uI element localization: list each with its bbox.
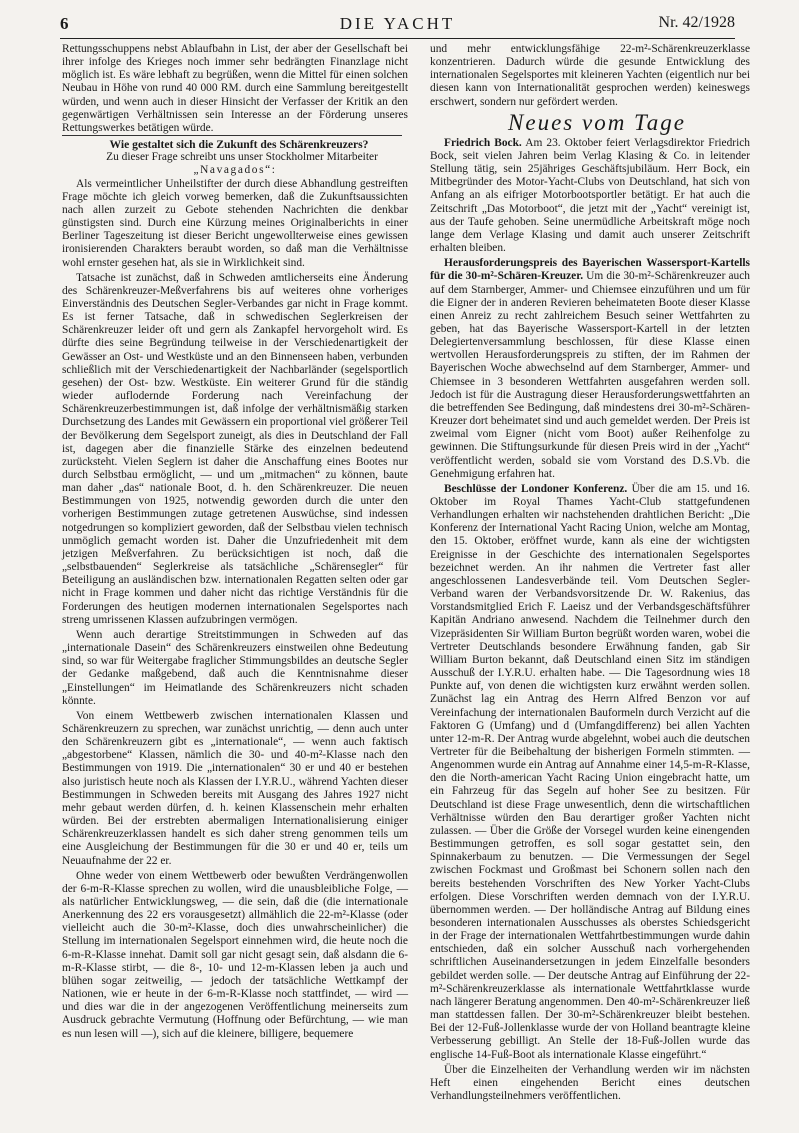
news-item [430, 137, 750, 255]
news-text: Um die 30-m²-Schärenkreuzer auch auf dem Starnberger, Ammer- und Chiemsee einzuführen und um für die Eigner der in anderen Revieren beheimateten Boote dieser Klasse einen Anreiz zu recht zahlreichem Besuch seiner Wettfahrten zu geben, hat das Bayerische Wassersport-Kartell in der letzten Delegiertenversammlung beschlossen, für diese Klasse einen wertvollen Herausforderungspreis zu stiften, der im Rahmen der Bayerischen Woche abwechselnd auf dem Starnberger, Ammer- und Chiemsee in 3 besonderen Wettfahrten ausgefahren werden soll. Jedoch ist für die Austragung dieser Herausforderungswettfahrten an die betreffenden See Bedingung, daß mindestens drei 30-m²-Schären-Kreuzer dort beheimatet sind und auch gemeldet werden. Der Preis ist zweimal vom Eigner (nicht vom Boot) außer Reihenfolge zu gewinnen. Die Stiftungsurkunde für diesen Preis wird in der „Yacht“ veröffentlicht werden, sobald sie vom Vorstand des D.S.Vb. die Genehmigung erfahren hat. [430, 270, 750, 480]
news-item [430, 257, 750, 481]
news-item [430, 483, 750, 1062]
news-lead: Herausforderungspreis des Bayerischen Wassersport-Kartells für die 30-m²-Schären-Kreuzer. [430, 257, 750, 283]
left-column [62, 43, 408, 1041]
right-column [430, 43, 750, 1103]
article-paragraph: Von einem Wettbewerb zwischen internationalen Klassen und Schärenkreuzern zu sprechen, war zunächst unrichtig, — denn auch unter den Schärenkreuzern gibt es „internationale“, — wenn auch faktisch „abgestorbene“ Klassen, nämlich die 30- und 40-m²-Klasse nach den Bestimmungen von 1919. Die „internationalen“ 30 er und 40 er bestehen also juristisch heute noch als Klassen der I.Y.R.U., während Yachten dieser Bestimmungen in Schweden bereits mit Ausgang des Jahres 1927 nicht mehr gebaut werden dürfen, d. h. keinen Klassenschein mehr erhalten würden. Bei der erstrebten abermaligen Internationalisierung einiger Schärenkreuzerklassen handelt es sich daher streng genommen teils um eine Ausgleichung der Bestimmungen für die 30 er und 40 er, teils um Neuaufnahme der 22 er. [62, 709, 408, 867]
news-text: Über die am 15. und 16. Oktober im Royal Thames Yacht-Club stattgefundenen Verhandlungen erhalten wir nachstehenden drahtlichen Bericht: „Die Konferenz der International Yacht Racing Union, welche am Montag, den 15. Oktober, eröffnet wurde, kann als eine der wichtigsten Ereignisse in der Geschichte des internationalen Segelsportes bezeichnet werden. An ihr nahmen die Vertreter fast aller angeschlossenen Landesverbände teil. Vom Deutschen Segler-Verband waren der Verbandsvorsitzende Dr. W. Rakenius, das Vorstandsmitglied Erich F. Laeisz und der Verbandsgeschäftsführer Kapitän Andriano anwesend. Nachdem die Teilnehmer durch den Vizepräsidenten Sir William Burton begrüßt worden waren, wobei die Vertreter Deutschlands besondere Erwähnung fanden, gab Sir William Burton bekannt, daß Deutschland einen Sitz im ständigen Ausschuß der I.Y.R.U. erhalten habe. — Die Tagesordnung wies 18 Punkte auf, von denen die wichtigsten kurz erwähnt werden sollen. Zunächst lag ein Antrag des Herrn Alfred Benzon vor auf Vereinfachung der internationalen Bauformeln durch Verzicht auf die Faktoren G (Umfang) und d (Umfangdifferenz) bei allen Yachten unter 12-m-R. Der Antrag wurde abgelehnt, wobei auch die deutschen Vertreter für die Beibehaltung der bisherigen Formeln stimmten. — Angenommen wurde ein Antrag auf Annahme einer 14,5-m-R-Klasse, den die North-american Yacht Racing Union eingebracht hatte, um ein Fahrzeug für das Segeln auf hoher See zu besitzen. Für Deutschland ist diese Frage unwesentlich, denn die wirtschaftlichen Verhältnisse würden den Bau derartiger großer Yachten nicht zulassen. — Über die Größe der Vorsegel wurden keine einengenden Bestimmungen getroffen, es soll sogar gestattet sein, den Spinnakerbaum zu benutzen. — Die Vermessungen der Segel zwischen Fockmast und Großmast bei Schonern sollen nach den bereits bestehenden Vorschriften des New Yorker Yacht-Clubs erfolgen. Diese Vorschriften werden demnach von der I.Y.R.U. übernommen werden. — Der holländische Antrag auf Bildung eines besonderen internationalen Ausschusses als oberstes Schiedsgericht in der Frage der internationalen Wettfahrtbestimmungen wurde dahin entschieden, daß ein solcher Ausschuß nach vorhergehenden schriftlichen Auseinandersetzungen in jedem Einzelfalle besonders gebildet werden solle. — Der deutsche Antrag auf Einführung der 22-m²-Schärenkreuzerklasse als internationale Wettfahrtklasse wurde nach längerer Beratung angenommen. Den 40-m²-Schärenkreuzer ließ man stattdessen fallen. Der 30-m²-Schärenkreuzer bleibt bestehen. Bei der 12-Fuß-Jollenklasse wurde der von Holland beantragte kleine Verbesserung gebilligt. An Stelle der 18-Fuß-Jollen wurde das englische 14-Fuß-Boot als internationale Klasse eingeführt.“ [430, 482, 751, 1061]
news-text: Am 23. Oktober feiert Verlagsdirektor Friedrich Bock, seit vielen Jahren beim Verlag Klasing & Co. in leitender Stellung tätig, sein 25jähriges Geschäftsjubiläum. Herr Bock, ein Mitbegründer des Motor-Yacht-Clubs von Deutschland, hat sich von Anfang an als eifriger Motorbootsportler betätigt. Er hat auch die Zeitschrift „Das Motorboot“, die jetzt mit der „Yacht“ vereinigt ist, aus der Taufe gehoben. Seine unermüdliche Arbeitskraft möge noch lange dem Verlage Klasing und damit auch unserer Zeitschrift erhalten bleiben. [430, 136, 750, 255]
byline-prefix: Zu dieser Frage schreibt uns unser Stockholmer Mitarbeiter [106, 151, 378, 164]
page-header [60, 12, 735, 39]
news-lead: Beschlüsse der Londoner Konferenz. [444, 482, 628, 495]
issue-number: Nr. 42/1928 [658, 14, 735, 31]
article-paragraph: Als vermeintlicher Unheilstifter der durch diese Abhandlung gestreiften Frage möchte ich gleich vorweg bemerken, daß die Zukunftsaussichten nach allen zurzeit zu Gebote stehenden Nachrichten die denkbar günstigsten sind. Durch eine Kürzung meines Originalberichts in einer Berliner Tageszeitung ist dieser Bericht ungewollterweise eines gewissen ironisierenden Charakters beraubt worden, so daß man die Verhältnisse wohl ernster gesehen hat, als sie in Wirklichkeit sind. [62, 177, 408, 269]
article-paragraph: Tatsache ist zunächst, daß in Schweden amtlicherseits eine Änderung des Schärenkreuzer-Meßverfahrens bis auf weiteres ohne vorheriges Einverständnis des Deutschen Segler-Verbandes gar nicht in Frage kommt. Es ist ferner Tatsache, daß in schwedischen Seglerkreisen der Schärenkreuzer leider oft und gern als Zankapfel hervorgeholt wird. Es dürfte dies seine Begründung teilweise in der Verschiedenartigkeit der Gewässer an Ost- und Westküste und an den Binnenseen haben, verbunden schließlich mit der Verschiedenartigkeit der Nachbarländer (segelsportlich gesehen) der Ost- bzw. Westküste. Ein weiterer Grund für die ständig wieder auflodernde Forderung nach Vereinfachung der Schärenkreuzerbestimmungen ist, daß infolge der verhältnismäßig starken Durchsetzung des Landes mit Gewässern ein proportional viel größerer Teil der Bevölkerung dem Segelsport zuneigt, als dies in Deutschland der Fall ist, dagegen aber die finanzielle Stärke des einzelnen bedeutend zurücksteht. Vielen Seglern ist daher die Anschaffung eines Bootes nur durch Selbstbau ermöglicht, — und um „mitmachen“ zu können, baute man daher „das“ nationale Boot, d. h. den Schärenkreuzer. Die neuen Bestimmungen von 1925, notwendig geworden durch die unter den vorherigen Bestimmungen zutage getretenen Auswüchse, sind indessen notgedrungen so kompliziert geworden, daß der Selbstbau vielen technisch unmöglich gemacht worden ist. Daher die Unzufriedenheit mit dem jetzigen Meßverfahren. Zu berücksichtigen ist noch, daß die „selbstbauenden“ Seglerkreise als tatsächliche „Schärensegler“ für Beteiligung an ausländischen bzw. internationalen Regatten selten oder gar nicht in Frage kommen und daher nicht das richtige Verständnis für die Forderungen des heutigen modernen internationalen Segelsportes nach streng umrissenen Klassen aufzubringen vermögen. [62, 271, 408, 626]
byline-name: „Navagados“: [193, 164, 277, 177]
article-paragraph: Ohne weder von einem Wettbewerb oder bewußten Verdrängenwollen der 6-m-R-Klasse sprechen zu wollen, wird die unausbleibliche Folge, — als natürlicher Entwicklungsweg, — die sein, daß die (die internationale Anerkennung des 22 ers vorausgesetzt) allmählich die 22-m²-Klasse (oder vielleicht auch die 30-m²-Klasse, doch dies unwahrscheinlicher) die Stellung im internationalen Segelsport einnehmen wird, die heute noch die 6-m-R-Klasse innehat. Damit soll gar nicht gesagt sein, daß alsdann die 6-m-R-Klasse stirbt, — die 8-, 10- und 12-m-Klassen leben ja auch und blühen sogar zeitweilig, — jedoch der tatsächliche Wettkampf der Nationen, wie er heute in der 6-m-R-Klasse noch stattfindet, — wird — und dies war die in der angezogenen Veröffentlichung meinerseits zum Ausdruck gebrachte Vermutung (Hoffnung oder Befürchtung, — wie man es nun lesen will —), sich auf die kleinere, billigere, bequemere [62, 869, 408, 1040]
page-number: 6 [60, 14, 69, 33]
news-lead: Friedrich Bock. [444, 136, 522, 149]
article-byline [62, 151, 408, 177]
magazine-title: DIE YACHT [339, 14, 456, 33]
news-section-title: Neues vom Tage [508, 109, 686, 135]
closing-paragraph: Über die Einzelheiten der Verhandlung werden wir im nächsten Heft einen eingehenden Bericht eines deutschen Verhandlungsteilnehmers veröffentlichen. [430, 1063, 750, 1103]
article-heading: Wie gestaltet sich die Zukunft des Schärenkreuzers? [62, 135, 402, 151]
article-paragraph: Wenn auch derartige Streitstimmungen in Schweden auf das „internationale Dasein“ des Schärenkreuzers einstweilen ohne Bedeutung sind, so war für Weitergabe fraglicher Stimmungsbildes an deutsche Segler der Gedanke maßgebend, daß auch die Kenntnisnahme dieser „Einstellungen“ im Heimatlande des Schärenkreuzers nicht schaden könnte. [62, 628, 408, 707]
intro-paragraph: Rettungsschuppens nebst Ablaufbahn in List, der aber der Gesellschaft bei ihrer infolge des Krieges noch immer sehr bedrängten Finanzlage nicht möglich ist. Es wäre lebhaft zu begrüßen, wenn die Mittel für einen solchen Neubau in Höhe von rund 40 000 RM. durch eine Sammlung bereitgestellt würden, und wenn auch in dieser Hinsicht der Verfasser der Kritik an den gegenwärtigen Verhältnissen sein Interesse an der Förderung unseres Rettungswerkes betätigen würde. [62, 43, 408, 134]
continuation-paragraph: und mehr entwicklungsfähige 22-m²-Schärenkreuzerklasse konzentrieren. Dadurch würde die gesunde Entwicklung des internationalen Segelsportes mit kleineren Yachten (eigentlich nur bei diesen kann von Internationalität gesprochen werden) keineswegs erschwert, sondern nur gefördert werden. [430, 43, 750, 108]
